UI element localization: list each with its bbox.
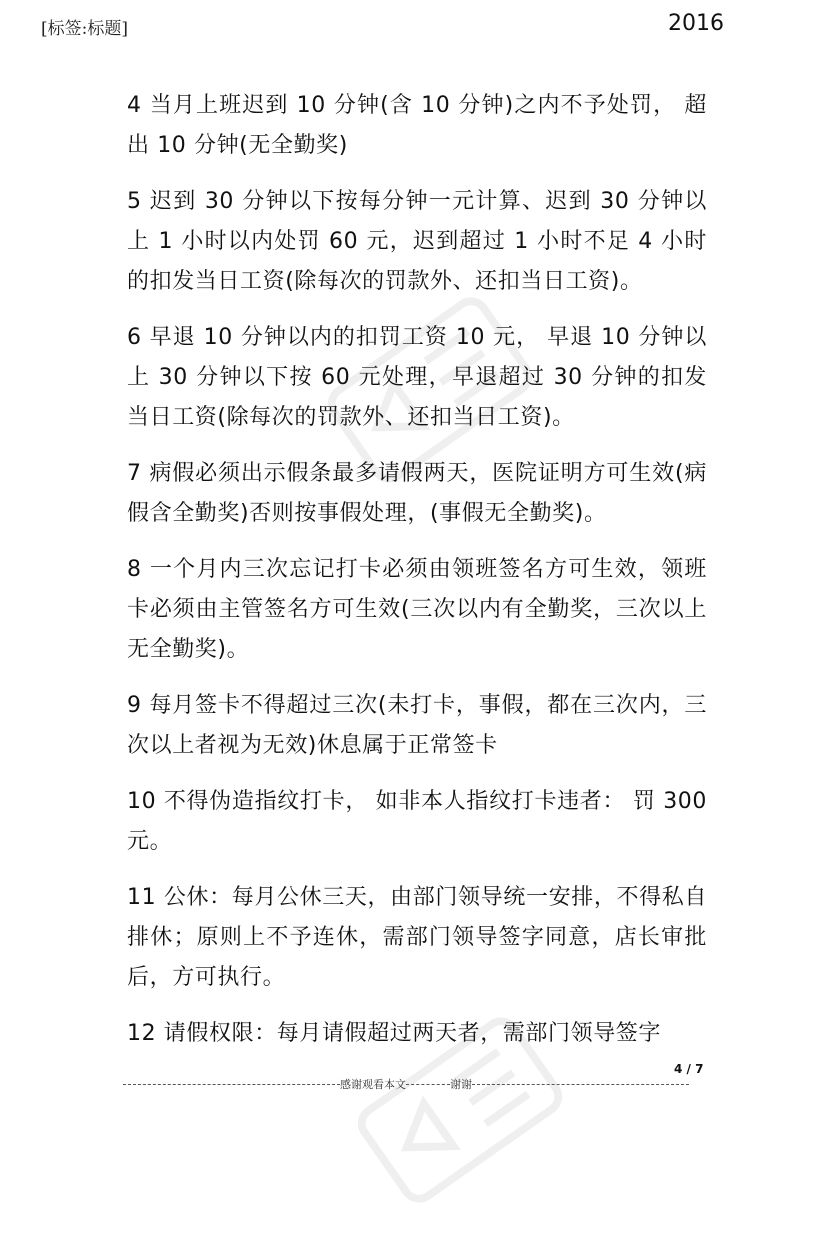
paragraph-rule-5: 5 迟到 30 分钟以下按每分钟一元计算、迟到 30 分钟以上 1 小时以内处罚 60 元，迟到超过 1 小时不足 4 小时的扣发当日工资(除每次的罚款外、还扣当日工资)。 (127, 189, 707, 294)
paragraph-rule-11: 11 公休：每月公休三天，由部门领导统一安排，不得私自排休；原则上不予连休，需部门领导签字同意，店长审批后，方可执行。 (127, 885, 707, 990)
paragraph-rule-4: 4 当月上班迟到 10 分钟(含 10 分钟)之内不予处罚， 超出 10 分钟(无全勤奖) (127, 93, 707, 158)
paragraph-rule-7: 7 病假必须出示假条最多请假两天，医院证明方可生效(病假含全勤奖)否则按事假处理，(事假无全勤奖)。 (127, 461, 707, 526)
header-year: 2016 (668, 11, 724, 36)
document-body (127, 86, 707, 1070)
footer-thanks-line (123, 1076, 689, 1092)
paragraph-rule-9: 9 每月签卡不得超过三次(未打卡，事假，都在三次内，三次以上者视为无效)休息属于正常签卡 (127, 693, 707, 758)
paragraph-rule-6: 6 早退 10 分钟以内的扣罚工资 10 元， 早退 10 分钟以上 30 分钟以下按 60 元处理，早退超过 30 分钟的扣发当日工资(除每次的罚款外、还扣当日工资)。 (127, 325, 707, 430)
header-tag: [标签:标题] (41, 19, 128, 39)
page-number: 4 / 7 (674, 1062, 704, 1076)
footer-thanks-text: 感谢观看本文 (340, 1078, 406, 1091)
footer-dash-middle (406, 1084, 450, 1085)
footer-dash-left (123, 1084, 340, 1085)
footer-dash-right (472, 1084, 689, 1085)
paragraph-rule-12: 12 请假权限：每月请假超过两天者，需部门领导签字 (127, 1021, 661, 1046)
footer-thanks-text-2: 谢谢 (450, 1078, 472, 1091)
paragraph-rule-10: 10 不得伪造指纹打卡， 如非本人指纹打卡违者： 罚 300 元。 (127, 789, 707, 854)
paragraph-rule-8: 8 一个月内三次忘记打卡必须由领班签名方可生效，领班卡必须由主管签名方可生效(三次以内有全勤奖，三次以上无全勤奖)。 (127, 557, 707, 662)
